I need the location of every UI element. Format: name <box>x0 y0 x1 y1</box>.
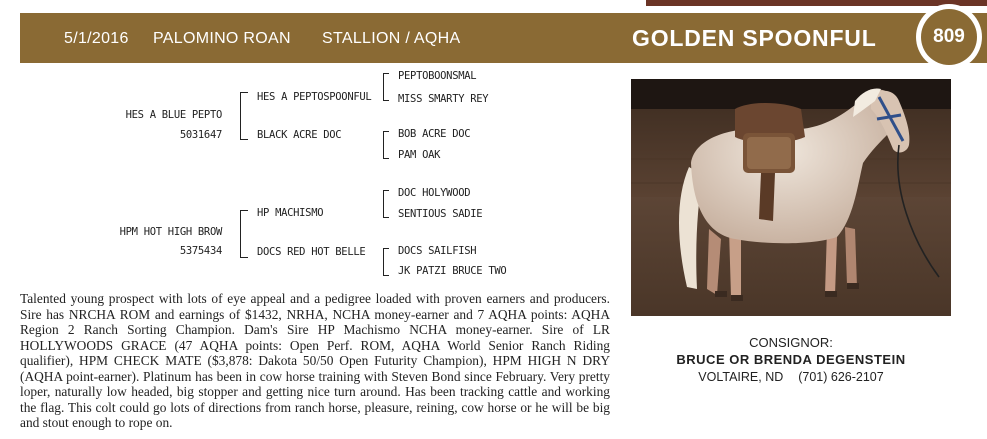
dam-sire-dam-name: SENTIOUS SADIE <box>398 208 483 220</box>
consignor-phone: (701) 626-2107 <box>798 370 884 384</box>
sire-sire-sire-name: PEPTOBOONSMAL <box>398 70 477 82</box>
foal-date: 5/1/2016 <box>64 30 129 47</box>
sire-sire-dam-name: MISS SMARTY REY <box>398 93 489 105</box>
dam-sire-name: HP MACHISMO <box>257 207 324 219</box>
consignor-label: CONSIGNOR: <box>749 335 833 350</box>
horse-color: PALOMINO ROAN <box>153 30 291 47</box>
dam-name: HPM HOT HIGH BROW <box>119 226 222 238</box>
dam-dam-name: DOCS RED HOT BELLE <box>257 246 366 258</box>
dam-dam-dam-name: JK PATZI BRUCE TWO <box>398 265 507 277</box>
lot-number-badge: 809 <box>921 9 977 65</box>
sire-registration: 5031647 <box>179 129 222 141</box>
dam-dam-sire-name: DOCS SAILFISH <box>398 245 477 257</box>
sire-dam-dam-name: PAM OAK <box>398 149 441 161</box>
horse-description: Talented young prospect with lots of eye appeal and a pedigree loaded with proven earners and producers. Sire has NRCHA ROM and earnings of $1432, NRHA, NCHA money-earner and 7 AQHA points: AQHA Region 2 Ranch Sorting Champion. Dam's Sire HP Machismo NCHA money-earner. Sire of LR HOLLYWOODS GRACE (47 AQHA points: Open Perf. ROM, AQHA World Senior Ranch Riding qualifier), HPM CHECK MATE ($3,878: Dakota 50/50 Open Futurity Champion), HPM HIGH N DRY (AQHA point-earner). Platinum has been in cow horse training with Steven Bond since February. Very pretty loper, naturally low headed, big stopper and getting nice turn around. Has been tracking cattle and working the flag. This colt could go lots of directions from ranch horse, pleasure, reining, cow horse or he will be big and stout enough to rope on. <box>20 291 610 430</box>
horse-name: GOLDEN SPOONFUL <box>632 25 877 51</box>
consignor-name: BRUCE OR BRENDA DEGENSTEIN <box>676 352 906 367</box>
horse-photo <box>631 79 951 316</box>
sire-dam-sire-name: BOB ACRE DOC <box>398 128 471 140</box>
dam-sire-sire-name: DOC HOLYWOOD <box>398 187 471 199</box>
top-accent-bar <box>646 0 987 6</box>
sire-dam-name: BLACK ACRE DOC <box>257 129 342 141</box>
sire-sire-name: HES A PEPTOSPOONFUL <box>257 91 372 103</box>
sire-name: HES A BLUE PEPTO <box>125 109 222 121</box>
lot-header-bar <box>20 13 987 63</box>
dam-registration: 5375434 <box>179 245 222 257</box>
consignor-contact <box>631 370 951 384</box>
consignor-location: VOLTAIRE, ND <box>698 370 784 384</box>
sex-breed: STALLION / AQHA <box>322 30 461 47</box>
